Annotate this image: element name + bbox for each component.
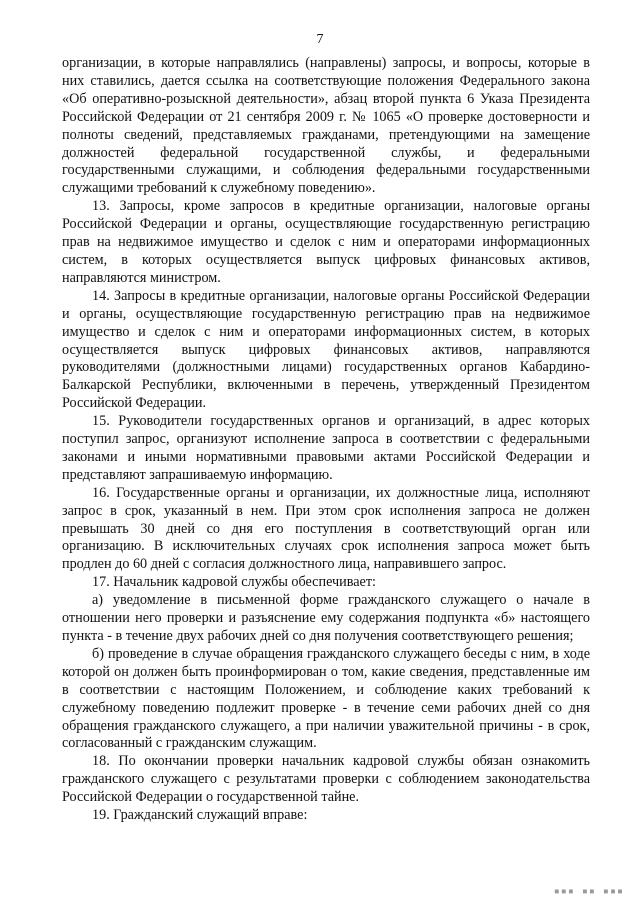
paragraph-14: 14. Запросы в кредитные организации, налоговые органы Российской Федерации и органы, осуществляющие государственную регистрацию прав на недвижимое имущество и сделок с ним и операторами информационных систем, в которых осуществляется выпуск цифровых финансовых активов, направляются руководителями (должностными лицами) государственных органов Кабардино-Балкарской Республики, включенными в перечень, утвержденный Президентом Российской Федерации.: [62, 287, 590, 412]
page-number: 7: [316, 32, 324, 47]
scan-mark: ▪▪▪ ▪▪ ▪▪▪: [553, 886, 624, 897]
paragraph-16: 16. Государственные органы и организации, их должностные лица, исполняют запрос в срок, указанный в нем. При этом срок исполнения запроса не должен превышать 30 дней со дня его поступления в соответствующий орган или организацию. В исключительных случаях срок исполнения запроса может быть продлен до 60 дней с согласия должностного лица, направившего запрос.: [62, 484, 590, 573]
paragraph-15: 15. Руководители государственных органов и организаций, в адрес которых поступил запрос, организуют исполнение запроса в соответствии с федеральными законами и иными нормативными правовыми актами Российской Федерации и представляют запрашиваемую информацию.: [62, 413, 590, 483]
paragraph-17-a: а) уведомление в письменной форме гражданского служащего о начале в отношении него проверки и разъяснение ему содержания подпункта «б» настоящего пункта - в течение двух рабочих дней со дня получения соответствующего решения;: [62, 592, 590, 644]
paragraph-19: 19. Гражданский служащий вправе:: [92, 807, 308, 824]
paragraph-12-continuation: организации, в которые направлялись (направлены) запросы, и вопросы, которые в них ставились, дается ссылка на соответствующие положения Федерального закона «Об оперативно-розыскной деятельности», абзац второй пункта 6 Указа Президента Российской Федерации от 21 сентября 2009 г. № 1065 «О проверке достоверности и полноты сведений, представляемых гражданами, претендующими на замещение должностей федеральной государственной службы, и федеральными государственными служащими, и соблюдения федеральными государственными служащими требований к служебному поведению».: [62, 55, 590, 197]
paragraph-13: 13. Запросы, кроме запросов в кредитные организации, налоговые органы Российской Федерации и органы, осуществляющие государственную регистрацию прав на недвижимое имущество и сделок с ним и операторами информационных систем, в которых осуществляется выпуск цифровых финансовых активов, направляются министром.: [62, 198, 590, 286]
paragraph-18: 18. По окончании проверки начальник кадровой службы обязан ознакомить гражданского служащего с результатами проверки с соблюдением законодательства Российской Федерации о государственной тайне.: [62, 753, 590, 806]
paragraph-17-b: б) проведение в случае обращения гражданского служащего беседы с ним, в ходе которой он должен быть проинформирован о том, какие сведения, представленные им в соответствии с настоящим Положением, и соблюдение каких требований к служебному поведению подлежит проверке - в течение семи рабочих дней со дня обращения гражданского служащего, а при наличии уважительной причины - в срок, согласованный с гражданским служащим.: [62, 645, 590, 752]
document-body: [62, 55, 590, 825]
paragraph-17: 17. Начальник кадровой службы обеспечивает:: [92, 574, 376, 591]
